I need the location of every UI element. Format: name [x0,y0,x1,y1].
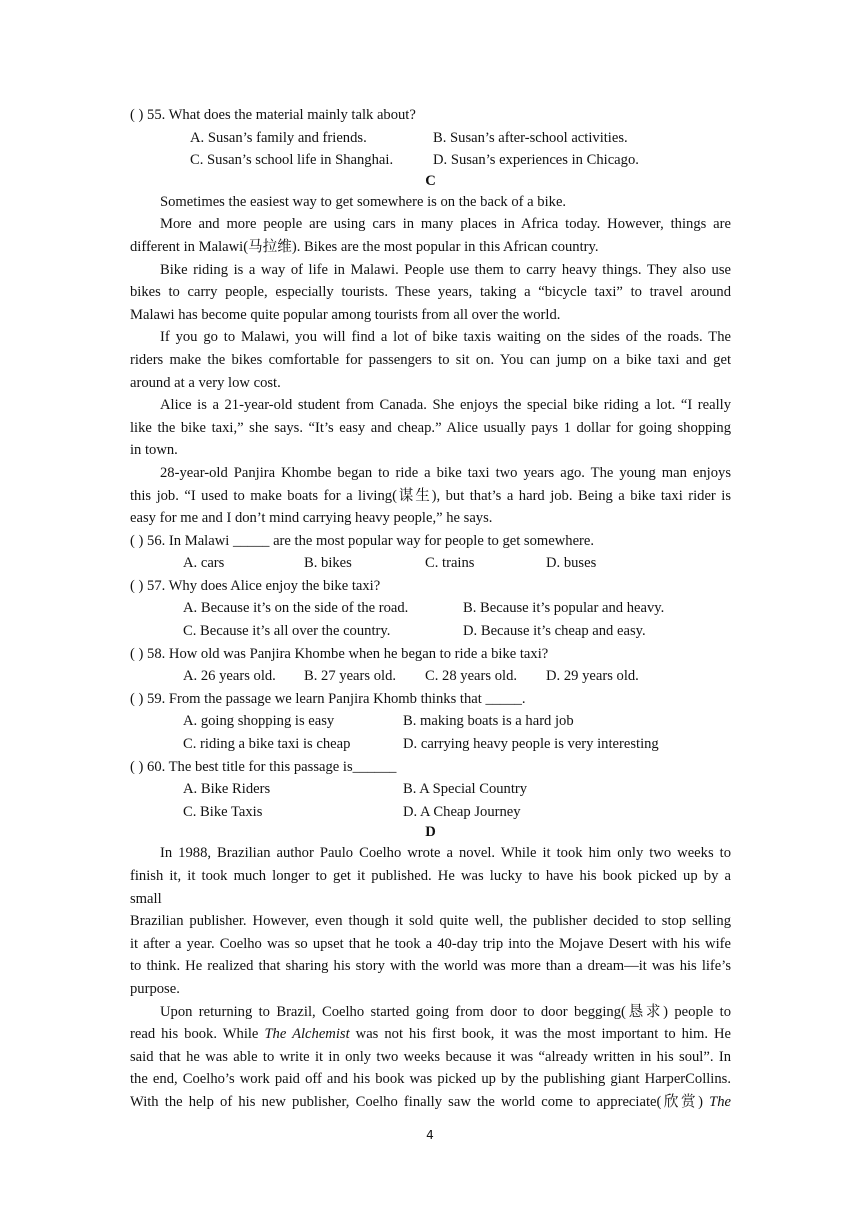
question-55-stem: ( ) 55. What does the material mainly talk about? [130,107,416,123]
question-60-options-row1 [130,778,731,801]
page-number: 4 [426,1128,434,1142]
option-d: D. carrying heavy people is very interesting [403,736,659,753]
question-56-options [130,552,731,575]
paragraph-text: 28-year-old Panjira Khombe began to ride a bike taxi two years ago. The young man enjoys [160,464,731,481]
paragraph-text: riders make the bikes comfortable for passengers to sit on. You can jump on a bike taxi and get [130,351,731,368]
option-d: D. buses [546,555,597,572]
option-c: C. Bike Taxis [183,803,263,820]
question-56-stem: ( ) 56. In Malawi _____ are the most popular way for people to get somewhere. [130,532,595,549]
text-run: was not his first book, it was the most important to him. He [349,1026,732,1043]
paragraph-text: Bike riding is a way of life in Malawi. People use them to carry heavy things. They also use [160,261,731,278]
paragraph-text [130,1023,731,1046]
paragraph-text: said that he was able to write it in only two weeks because it was “already written in his soul”. In [130,1048,731,1065]
option-a: A. Bike Riders [183,781,271,798]
option-a: A. going shopping is easy [183,713,335,730]
paragraph-text: in town. [130,442,178,459]
option-c: C. Susan’s school life in Shanghai. [190,152,394,169]
section-d-heading: D [425,824,436,841]
question-60-options-row2 [130,801,731,824]
option-d: D. Because it’s cheap and easy. [463,623,646,640]
text-run: With the help of his new publisher, Coelho finally saw the world come to appreciate(欣赏) [130,1093,710,1110]
option-c: C. Because it’s all over the country. [183,623,391,640]
question-58-stem: ( ) 58. How old was Panjira Khombe when he began to ride a bike taxi? [130,645,549,662]
option-a: A. Because it’s on the side of the road. [183,600,409,617]
question-58-options [130,665,731,688]
paragraph-text: easy for me and I don’t mind carrying heavy people,” he says. [130,510,493,527]
option-b: B. Because it’s popular and heavy. [463,600,665,617]
book-title: The Alchemist [264,1026,350,1043]
page-content [130,104,731,1114]
option-b: B. making boats is a hard job [403,713,574,730]
paragraph-text: around at a very low cost. [130,374,281,391]
question-57-options-row2 [130,620,731,643]
option-b: B. 27 years old. [304,668,397,685]
paragraph-text: like the bike taxi,” she says. “It’s easy and cheap.” Alice usually pays 1 dollar for going shopping [130,419,731,436]
paragraph-text: small [130,890,162,907]
option-a: A. Susan’s family and friends. [190,129,367,146]
option-b: B. Susan’s after-school activities. [433,129,628,146]
section-c-heading: C [425,172,436,189]
paragraph-text: If you go to Malawi, you will find a lot of bike taxis waiting on the sides of the roads. The [160,329,731,346]
paragraph-text: Malawi has become quite popular among tourists from all over the world. [130,306,561,323]
paragraph-text: different in Malawi(马拉维). Bikes are the most popular in this African country. [130,238,599,255]
paragraph-text: purpose. [130,980,180,997]
question-57-stem: ( ) 57. Why does Alice enjoy the bike taxi? [130,577,381,594]
question-59-stem: ( ) 59. From the passage we learn Panjira Khomb thinks that _____. [130,690,526,707]
paragraph-text: Sometimes the easiest way to get somewhere is on the back of a bike. [160,193,567,210]
option-a: A. 26 years old. [183,668,276,685]
option-a: A. cars [183,555,225,572]
paragraph-text: it after a year. Coelho was so upset that he took a 40-day trip into the Mojave Desert with his wife [130,935,731,952]
option-b: B. A Special Country [403,781,528,798]
paragraph-text [130,1091,731,1114]
text-run: read his book. While [130,1026,265,1043]
question-60-stem: ( ) 60. The best title for this passage is______ [130,758,397,775]
option-c: C. riding a bike taxi is cheap [183,736,351,753]
option-d: D. 29 years old. [546,668,639,685]
paragraph-text: In 1988, Brazilian author Paulo Coelho wrote a novel. While it took him only two weeks to [160,845,731,862]
question-55-options-row1 [130,127,731,150]
question-55-options-row2 [130,149,731,172]
option-d: D. Susan’s experiences in Chicago. [433,152,639,169]
option-c: C. trains [425,555,475,572]
option-d: D. A Cheap Journey [403,803,521,820]
paragraph-text: Brazilian publisher. However, even though it sold quite well, the publisher decided to stop selling [130,913,731,930]
question-59-options-row2 [130,733,731,756]
option-b: B. bikes [304,555,352,572]
paragraph-text: Alice is a 21-year-old student from Canada. She enjoys the special bike riding a lot. “I really [160,397,731,414]
paragraph-text: finish it, it took much longer to get it published. He was lucky to have his book picked up by a [130,868,731,884]
paragraph-text: this job. “I used to make boats for a living(谋生), but that’s a hard job. Being a bike taxi rider is [130,487,731,504]
paragraph-text: bikes to carry people, especially tourists. These years, taking a “bicycle taxi” to travel around [130,284,731,301]
option-c: C. 28 years old. [425,668,518,685]
question-59-options-row1 [130,710,731,733]
paragraph-text: the end, Coelho’s work paid off and his book was picked up by the publishing giant HarperCollins. [130,1071,731,1088]
question-57-options-row1 [130,597,731,620]
paragraph-text: Upon returning to Brazil, Coelho started going from door to door begging(恳求) people to [160,1003,731,1020]
book-title: The [709,1093,731,1110]
paragraph-text: More and more people are using cars in many places in Africa today. However, things are [160,216,731,233]
paragraph-text: to think. He realized that sharing his story with the world was more than a dream—it was his life’s [130,958,731,975]
